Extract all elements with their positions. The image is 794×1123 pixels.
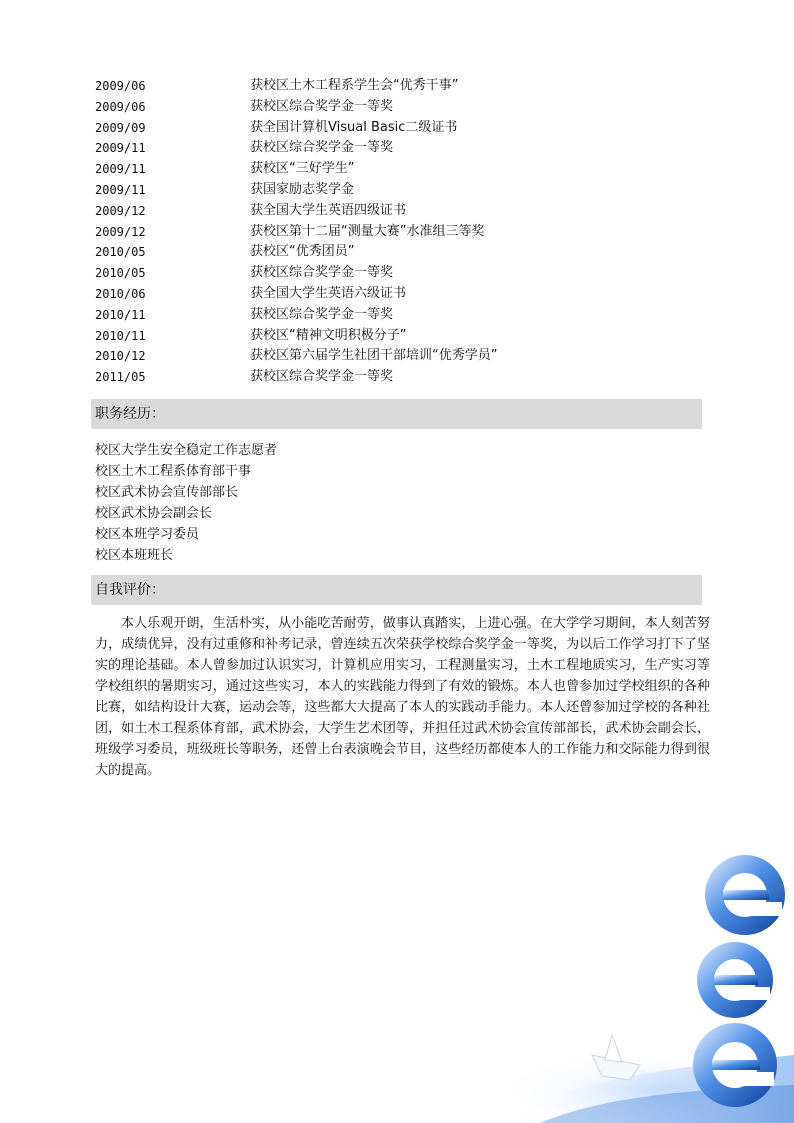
self-eval-paragraph: 本人乐观开朗，生活朴实，从小能吃苦耐劳，做事认真踏实，上进心强。在大学学习期间，本人刻苦努力，成绩优异，没有过重修和补考记录，曾连续五次荣获学校综合奖学金一等奖，为以后工作学习打下了坚实的理论基础。本人曾参加过认识实习，计算机应用实习，工程测量实习，土木工程地质实习，生产实习等学校组织的暑期实习，通过这些实习，本人的实践能力得到了有效的锻炼。本人也曾参加过学校组织的各种比赛，如结构设计大赛，运动会等，这些都大大提高了本人的实践动手能力。本人还曾参加过学校的各种社团，如土木工程系体育部，武术协会，大学生艺术团等，并担任过武术协会宣传部部长，武术协会副会长，班级学习委员，班级班长等职务，还曾上台表演晚会节目，这些经历都使本人的工作能力和交际能力得到很大的提高。 — [95, 616, 710, 778]
duty-item: 校区本班学习委员 — [95, 527, 200, 542]
award-text: 获校区第六届学生社团干部培训“优秀学员” — [250, 348, 498, 364]
award-text: 获校区综合奖学金一等奖 — [250, 306, 394, 322]
award-text: 获校区第十二届“测量大赛”水准组三等奖 — [250, 223, 485, 239]
award-row — [95, 305, 705, 326]
award-row — [95, 284, 705, 305]
award-text: 获全国大学生英语四级证书 — [250, 202, 407, 218]
award-text: 获全国计算机Visual Basic二级证书 — [250, 119, 458, 135]
award-date: 2010/05 — [95, 245, 146, 260]
awards-list — [95, 76, 705, 388]
award-date: 2009/06 — [95, 79, 146, 93]
award-row — [95, 326, 705, 347]
award-date: 2009/12 — [95, 203, 146, 218]
award-text: 获校区“精神文明积极分子” — [250, 327, 407, 343]
award-row — [95, 97, 705, 118]
duty-item: 校区土木工程系体育部干事 — [95, 464, 252, 479]
duty-item: 校区武术协会副会长 — [95, 506, 213, 521]
award-row — [95, 242, 705, 263]
duty-item: 校区大学生安全稳定工作志愿者 — [95, 443, 278, 458]
duty-item: 校区武术协会宣传部部长 — [95, 485, 239, 500]
award-row — [95, 201, 705, 222]
award-row — [95, 367, 705, 388]
award-row — [95, 222, 705, 243]
award-row — [95, 138, 705, 159]
award-text: 获校区综合奖学金一等奖 — [250, 140, 394, 156]
self-eval-section-title: 自我评价： — [95, 582, 165, 598]
award-date: 2009/11 — [95, 182, 146, 197]
award-text: 获全国大学生英语六级证书 — [250, 285, 407, 301]
award-row — [95, 180, 705, 201]
award-date: 2010/11 — [95, 307, 146, 322]
duties-list — [95, 440, 695, 566]
award-text: 获校区综合奖学金一等奖 — [250, 98, 394, 114]
award-row — [95, 159, 705, 180]
duties-section-header — [91, 399, 702, 429]
award-text: 获国家励志奖学金 — [250, 181, 355, 197]
award-text: 获校区土木工程系学生会“优秀干事” — [250, 78, 459, 93]
award-text: 获校区“优秀团员” — [250, 244, 355, 260]
award-date: 2009/12 — [95, 224, 146, 239]
award-date: 2011/05 — [95, 370, 146, 385]
award-row — [95, 76, 705, 97]
award-date: 2009/11 — [95, 162, 146, 177]
award-date: 2010/05 — [95, 266, 146, 281]
award-date: 2009/06 — [95, 99, 146, 114]
duties-section-title: 职务经历： — [95, 406, 165, 422]
award-text: 获校区综合奖学金一等奖 — [250, 265, 394, 281]
award-date: 2009/11 — [95, 141, 146, 156]
award-date: 2010/06 — [95, 286, 146, 301]
award-text: 获校区“三好学生” — [250, 161, 355, 177]
award-row — [95, 263, 705, 284]
award-row — [95, 346, 705, 367]
award-date: 2010/12 — [95, 349, 146, 364]
award-text: 获校区综合奖学金一等奖 — [250, 369, 394, 385]
self-eval-section-header — [91, 575, 702, 605]
letter-e-decoration-icon — [480, 840, 794, 1123]
award-row — [95, 118, 705, 139]
award-date: 2009/09 — [95, 120, 146, 135]
duty-item: 校区本班班长 — [95, 548, 174, 563]
award-date: 2010/11 — [95, 328, 146, 343]
